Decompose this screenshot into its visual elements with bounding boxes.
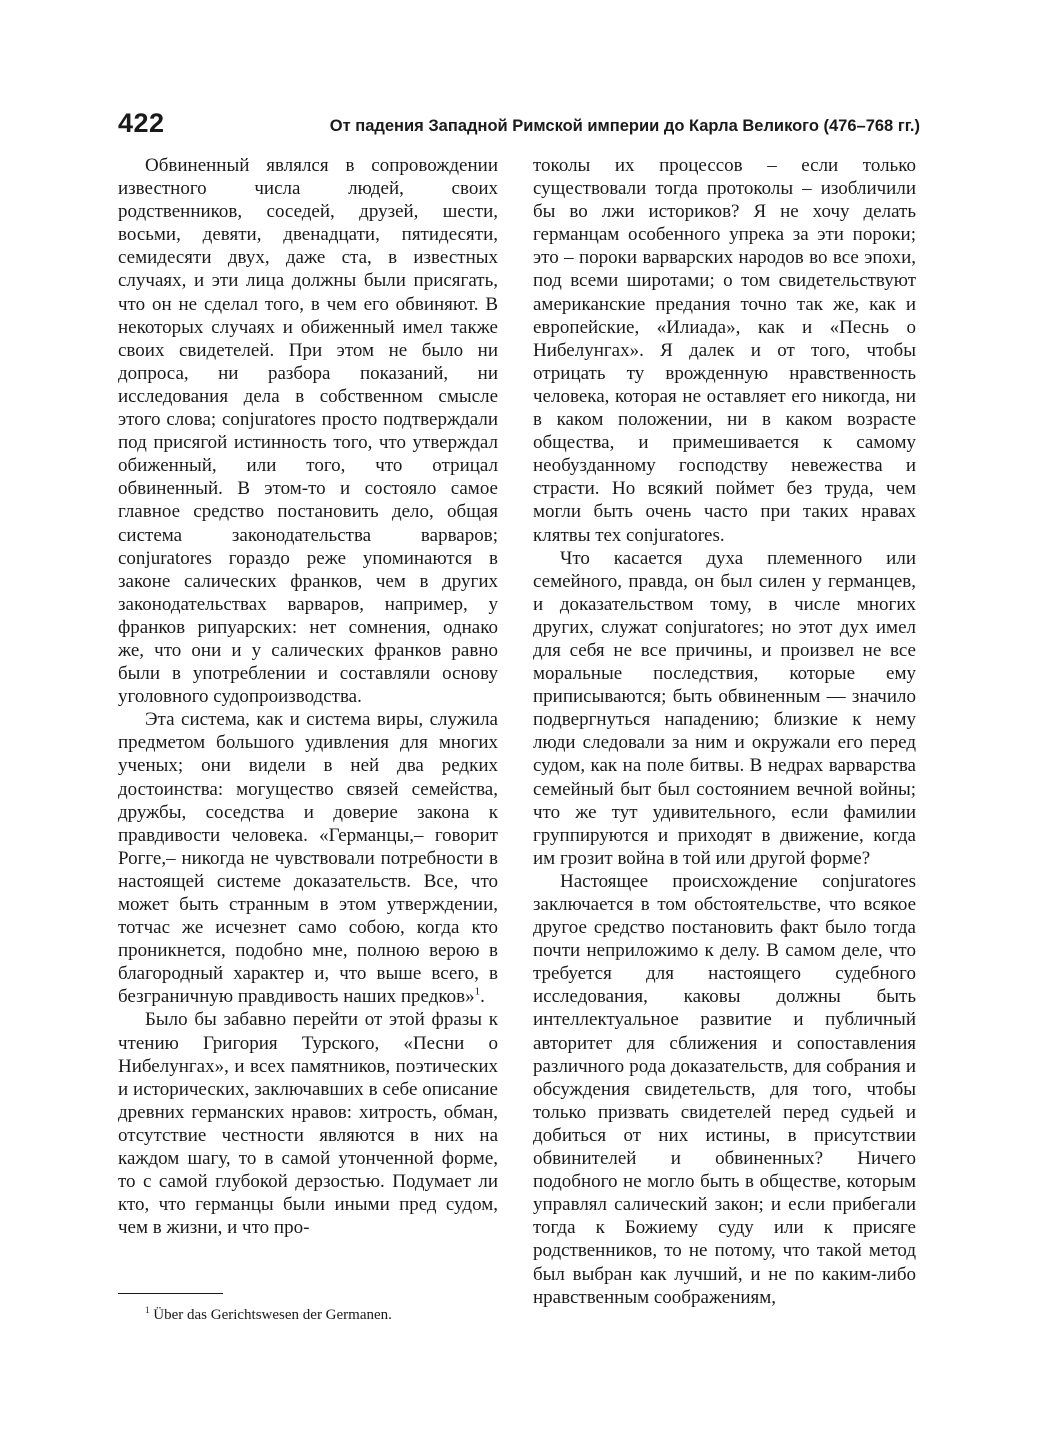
footnote	[145, 1306, 392, 1324]
footnote-marker: 1	[145, 1305, 150, 1315]
footnote-text: Über das Gerichtswesen der Germanen.	[153, 1307, 392, 1323]
left-paragraph-2-end: .	[480, 986, 485, 1008]
page-number: 422	[118, 108, 165, 138]
left-paragraph-3: Было бы забавно перейти от этой фразы к чтению Григория Турского, «Песни о Нибелунгах», и всех памятников, поэтических и исторических, заключавших в себе описание древних германских нравов: хитрость, обман, отсутствие честности являются в них на каждом шагу, то в самой утонченной форме, то с самой глубокой дерзостью. Подумает ли кто, что германцы были иными пред судом, чем в жизни, и что про-	[118, 1009, 498, 1239]
right-column	[533, 154, 916, 1309]
right-paragraph-continuation: токолы их процессов – если только существовали тогда протоколы – изобличили бы во лжи историков? Я не хочу делать германцам особенного упрека за эти пороки; это – пороки варварских народов во все эпохи, под всеми широтами; о том свидетельствуют американские предания точно так же, как и европейские, «Илиада», как и «Песнь о Нибелунгах». Я далек и от того, чтобы отрицать ту врожденную нравственность человека, которая не оставляет его никогда, ни в каком положении, ни в каком возрасте общества, и примешивается к самому необузданному господству невежества и страсти. Но всякий поймет без труда, чем могли быть очень часто при таких нравах клятвы тех conjuratores.	[533, 155, 916, 546]
right-paragraph-3: Настоящее происхождение conjuratores заключается в том обстоятельстве, что всякое другое средство постановить факт было тогда почти неприложимо к делу. В самом деле, что требуется для настоящего судебного исследования, каковы должны быть интеллектуальное развитие и публичный авторитет для сближения и сопоставления различного рода доказательств, для собрания и обсуждения свидетельств, для того, чтобы только призвать свидетелей перед судьей и добиться от них истины, в присутствии обвинителей и обвиненных? Ничего подобного не могло быть в обществе, которым управлял салический закон; и если прибегали тогда к Божиему суду или к присяге родственников, то не потому, что такой метод был выбран как лучший, и не по каким-либо нравственным соображениям,	[533, 870, 916, 1308]
left-paragraph-2	[118, 708, 498, 1008]
left-column	[118, 154, 498, 1239]
footnote-reference: 1	[474, 986, 481, 999]
left-paragraph-2-text: Эта система, как и система виры, служила предметом большого удивления для многих ученых; они видели в ней два редких достоинства: могущество связей семейства, дружбы, соседства и доверие закона к правдивости человека. «Германцы,– говорит Рогге,– никогда не чувствовали потребности в настоящей системе доказательств. Все, что может быть странным в этом утверждении, тотчас же исчезнет само собою, когда кто проникнется, подобно мне, полною верою в благородный характер и, что выше всего, в безграничную правдивость наших предков»	[118, 709, 498, 1008]
running-title: От падения Западной Римской империи до Карла Великого (476–768 гг.)	[329, 117, 920, 135]
page-header	[118, 108, 920, 144]
footnote-divider	[118, 1293, 223, 1294]
right-paragraph-2: Что касается духа племенного или семейного, правда, он был силен у германцев, и доказательством тому, в числе многих других, служат conjuratores; но этот дух имел для себя не все причины, и произвел не все моральные последствия, которые ему приписываются; быть обвиненным — значило подвергнуться нападению; близкие к нему люди следовали за ним и окружали его перед судом, как на поле битвы. В недрах варварства семейный быт был состоянием вечной войны; что же тут удивительного, если фамилии группируются и приходят в движение, когда им грозит война в той или другой форме?	[533, 547, 916, 869]
left-paragraph-1: Обвиненный являлся в сопровождении известного числа людей, своих родственников, соседей, друзей, шести, восьми, девяти, двенадцати, пятидесяти, семидесяти двух, даже ста, в известных случаях, и эти лица должны были присягать, что он не сделал того, в чем его обвиняют. В некоторых случаях и обиженный имел также своих свидетелей. При этом не было ни допроса, ни разбора показаний, ни исследования дела в собственном смысле этого слова; conjuratores просто подтверждали под присягой истинность того, что утверждал обиженный, или того, что отрицал обвиненный. В этом-то и состояло самое главное средство постановить дело, общая система законодательства варваров; conjuratores гораздо реже упоминаются в законе салических франков, чем в других законодательствах варваров, например, у франков рипуарских: нет сомнения, однако же, что они и у салических франков равно были в употреблении и составляли основу уголовного судопроизводства.	[118, 155, 498, 708]
